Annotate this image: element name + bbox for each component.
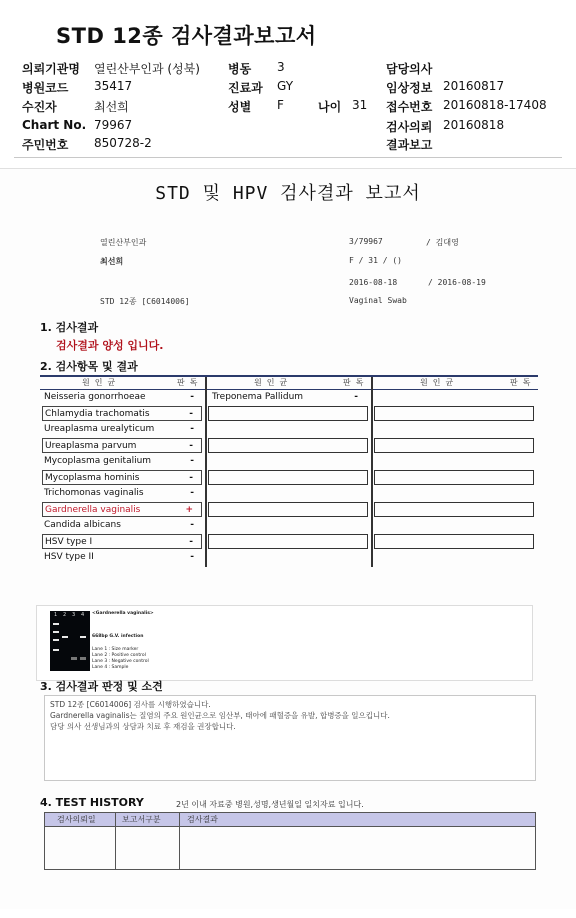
resident-value: 850728-2 (94, 136, 152, 150)
gel-band (62, 636, 68, 638)
section-3-title: 3. 검사결과 판정 및 소견 (40, 680, 163, 693)
col1-pathogen-header: 원인균 (82, 378, 121, 387)
section-1-title: 1. 검사결과 (40, 321, 99, 334)
pathogen-result: - (190, 456, 194, 466)
patient-label: 수진자 (22, 100, 57, 114)
col3-pathogen-header: 원인균 (420, 378, 459, 387)
table-row (42, 486, 202, 501)
request-value: 20160818 (443, 118, 505, 132)
receipt-value: 20160818-17408 (443, 98, 547, 112)
report-doctor: / 김대영 (426, 238, 459, 247)
pathogen-name: HSV type II (44, 552, 94, 562)
table-row (42, 470, 202, 485)
request-label: 검사의뢰 (386, 120, 433, 134)
section-2-title: 2. 검사항목 및 결과 (40, 360, 138, 373)
dept-label: 진료과 (228, 81, 263, 95)
pathogen-result: + (185, 505, 193, 515)
report-date-from: 2016-08-18 (349, 278, 398, 287)
column-divider (205, 377, 207, 567)
dept-value: GY (277, 79, 294, 93)
gel-band (80, 636, 86, 638)
opinion-line: STD 12종 [C6014006] 검사를 시행하였습니다. (50, 700, 211, 709)
opinion-line: 담당 의사 선생님과의 상담과 치료 후 재검을 권장합니다. (50, 722, 236, 731)
gel-title: <Gardnerella vaginalis> (92, 611, 154, 616)
opinion-line: Gardnerella vaginalis는 질염의 주요 원인균으로 임산부, 태아에 패혈증을 유발, 합병증을 일으킵니다. (50, 711, 390, 720)
table-row (42, 406, 202, 421)
gel-band (71, 657, 77, 660)
history-col-result: 검사결과 (187, 815, 218, 824)
history-col-date: 검사의뢰일 (57, 815, 96, 824)
empty-cell (208, 534, 368, 549)
report-patient: 최선희 (100, 257, 124, 266)
report-clinic: 열린산부인과 (100, 238, 147, 247)
ward-value: 3 (277, 60, 285, 74)
report-header (0, 0, 576, 168)
age-value: 31 (352, 98, 368, 112)
table-row (42, 518, 202, 533)
table-row (42, 438, 202, 453)
lane-number: 2 (63, 612, 67, 618)
hospital-code-value: 35417 (94, 79, 133, 93)
empty-cell (208, 502, 368, 517)
history-table (44, 812, 536, 870)
lane-number: 1 (54, 612, 58, 618)
gel-band (53, 639, 59, 641)
report-label: 결과보고 (386, 138, 433, 152)
receipt-label: 접수번호 (386, 100, 433, 114)
col1-result-header: 판독 (177, 378, 203, 387)
result-summary: 검사결과 양성 입니다. (56, 339, 164, 352)
chart-value: 79967 (94, 118, 133, 132)
report-title: STD 및 HPV 검사결과 보고서 (155, 183, 421, 204)
col3-result-header: 판독 (510, 378, 536, 387)
pathogen-result: - (190, 392, 194, 402)
gel-arrow-label: 668bp G.V. infection (92, 634, 144, 639)
pathogen-name: Neisseria gonorrhoeae (44, 392, 146, 402)
patient-value: 최선희 (94, 100, 129, 114)
institution-label: 의뢰기관명 (22, 62, 80, 76)
report-chart: 3/79967 (349, 237, 383, 246)
sex-value: F (277, 98, 284, 112)
pathogen-result: - (190, 488, 194, 498)
table-row-positive (42, 502, 202, 517)
column-divider (371, 377, 373, 567)
pathogen-name: Mycoplasma hominis (45, 473, 140, 483)
table-row (42, 534, 202, 549)
pathogen-name: Gardnerella vaginalis (45, 505, 141, 515)
report-test: STD 12종 [C6014006] (100, 297, 190, 306)
chart-label: Chart No. (22, 118, 87, 132)
clinical-info-value: 20160817 (443, 79, 505, 93)
pathogen-result: - (190, 552, 194, 562)
institution-value: 열린산부인과 (성북) (94, 62, 200, 76)
pathogen-result: - (189, 537, 193, 547)
pathogen-name: Ureaplasma urealyticum (44, 424, 155, 434)
empty-cell (374, 438, 534, 453)
lane-number: 3 (72, 612, 76, 618)
col2-result-header: 판독 (343, 378, 369, 387)
report-date-to: / 2016-08-19 (428, 278, 486, 287)
empty-cell (374, 502, 534, 517)
gel-legend-line: Lane 4 : Sample (92, 665, 129, 670)
pathogen-result: - (189, 441, 193, 451)
history-table-header (45, 813, 535, 827)
gel-band (53, 649, 59, 651)
empty-cell (208, 406, 368, 421)
gel-band (53, 623, 59, 625)
pathogen-result: - (354, 392, 358, 402)
pathogen-result: - (190, 424, 194, 434)
empty-cell (374, 470, 534, 485)
report-sex-age: F / 31 / () (349, 256, 402, 265)
pathogen-name: Trichomonas vaginalis (44, 488, 144, 498)
gel-band (53, 631, 59, 633)
history-column-divider (115, 813, 116, 869)
clinical-info-label: 임상정보 (386, 81, 433, 95)
report-specimen: Vaginal Swab (349, 296, 407, 305)
gel-band (80, 657, 86, 660)
history-note: 2년 이내 자료중 병원,성명,생년월일 일치자료 입니다. (176, 800, 364, 809)
history-column-divider (179, 813, 180, 869)
pathogen-name: HSV type I (45, 537, 93, 547)
pathogen-name: Mycoplasma genitalium (44, 456, 152, 466)
pathogen-result: - (190, 520, 194, 530)
table-row (42, 454, 202, 469)
pathogen-name: Treponema Pallidum (212, 392, 304, 402)
resident-label: 주민번호 (22, 138, 69, 152)
gel-legend-line: Lane 2 : Positive control (92, 653, 146, 658)
gel-electrophoresis-image (50, 611, 90, 671)
pathogen-name: Chlamydia trachomatis (45, 409, 150, 419)
hospital-code-label: 병원코드 (22, 81, 69, 95)
pathogen-name: Ureaplasma parvum (45, 441, 137, 451)
table-row (42, 422, 202, 437)
pathogen-result: - (189, 409, 193, 419)
page-title: STD 12종 검사결과보고서 (56, 24, 317, 48)
table-row (42, 550, 202, 565)
lane-number: 4 (81, 612, 85, 618)
gel-legend-line: Lane 1 : Size marker (92, 647, 139, 652)
section-4-title: 4. TEST HISTORY (40, 796, 144, 809)
empty-cell (374, 534, 534, 549)
history-col-type: 보고서구분 (122, 815, 161, 824)
doctor-label: 담당의사 (386, 62, 433, 76)
age-label: 나이 (318, 100, 342, 114)
col2-pathogen-header: 원인균 (254, 378, 293, 387)
pathogen-name: Candida albicans (44, 520, 121, 530)
ward-label: 병동 (228, 62, 252, 76)
gel-legend-line: Lane 3 : Negative control (92, 659, 149, 664)
empty-cell (208, 438, 368, 453)
table-row (210, 390, 370, 405)
empty-cell (374, 406, 534, 421)
sex-label: 성별 (228, 100, 252, 114)
pathogen-result: - (189, 473, 193, 483)
table-row (42, 390, 202, 405)
report-page (0, 168, 576, 909)
header-divider (14, 157, 562, 158)
empty-cell (208, 470, 368, 485)
